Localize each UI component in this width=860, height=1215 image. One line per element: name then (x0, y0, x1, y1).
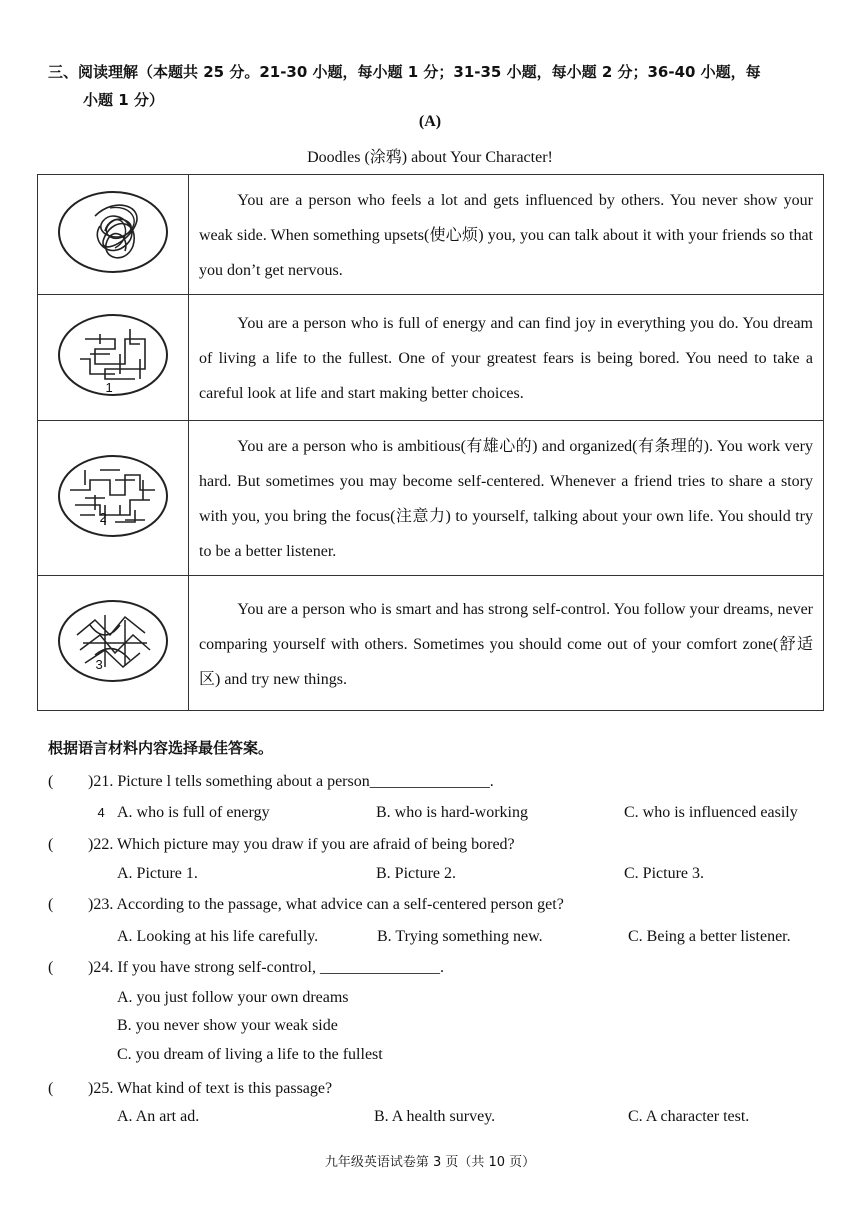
question-23 (48, 896, 564, 914)
doodle-description-4: You are a person who is smart and has strong self-control. You follow your dreams, never comparing yourself with others. Sometimes you should come out of your comfort zone(舒适区) and try new things. (199, 600, 813, 688)
doodle-row-1 (38, 175, 824, 295)
doodle-number-3: 3 (95, 656, 103, 672)
instruction: 根据语言材料内容选择最佳答案。 (48, 739, 274, 757)
q21-option-c: C. who is influenced easily (624, 804, 798, 821)
doodle-1-scribble-icon (55, 186, 171, 278)
question-22 (48, 836, 515, 854)
doodle-description-1: You are a person who feels a lot and gets influenced by others. You never show your weak side. When something upsets(使心烦) you, you can talk about it with your friends so that you don’t get nervous. (199, 192, 813, 279)
doodle-2-maze-icon (55, 309, 171, 401)
doodle-number-4: 4 (97, 804, 105, 820)
doodle-cell-1 (38, 175, 189, 395)
q24-option-c: C. you dream of living a life to the fullest (117, 1046, 383, 1063)
section-heading-line1: 三、阅读理解（本题共 25 分。21-30 小题，每小题 1 分；31-35 小题，每小题 2 分；36-40 小题，每 (48, 63, 761, 81)
doodle-description-3: You are a person who is ambitious(有雄心的) and organized(有条理的). You work very hard. But sometimes you may become self-centered. Whenever a friend tries to share a story with you, you bring the focus(注意力) to yourself, talking about your own life. You should try to be a better listener. (199, 438, 813, 560)
question-21-text: )21. Picture l tells something about a person_______________. (88, 773, 494, 790)
answer-blank-22[interactable]: ( (48, 836, 54, 853)
section-heading (48, 58, 828, 114)
q23-option-b: B. Trying something new. (377, 928, 543, 945)
doodle-cell-2 (38, 295, 189, 525)
answer-blank-23[interactable]: ( (48, 896, 54, 913)
question-25-text: )25. What kind of text is this passage? (88, 1080, 333, 1097)
q22-option-b: B. Picture 2. (376, 865, 456, 882)
doodle-text-cell-4 (189, 576, 824, 711)
doodle-number-2: 2 (99, 509, 107, 525)
q22-option-c: C. Picture 3. (624, 865, 704, 882)
q21-option-a: A. who is full of energy (117, 804, 270, 821)
question-24 (48, 959, 444, 977)
answer-blank-21[interactable]: ( (48, 773, 54, 790)
question-21 (48, 773, 494, 791)
doodle-number-1: 1 (105, 379, 113, 395)
doodle-text-cell-2 (189, 295, 824, 421)
doodle-text-cell-3 (189, 421, 824, 576)
q25-option-b: B. A health survey. (374, 1108, 496, 1125)
doodle-description-2: You are a person who is full of energy and can find joy in everything you do. You dream of living a life to the fullest. One of your greatest fears is being bored. You need to take a careful look at life and start making better choices. (199, 315, 813, 402)
question-24-text: )24. If you have strong self-control, _______________. (88, 959, 444, 976)
doodle-row-2 (38, 295, 824, 421)
doodle-4-tangled-icon (55, 595, 171, 687)
doodle-text-cell-1 (189, 175, 824, 295)
page-footer: 九年级英语试卷第 3 页（共 10 页） (324, 1155, 536, 1170)
q25-option-c: C. A character test. (628, 1108, 750, 1125)
q23-option-a: A. Looking at his life carefully. (117, 928, 319, 945)
q24-option-b: B. you never show your weak side (117, 1017, 338, 1034)
doodle-3-dense-maze-icon (55, 450, 171, 542)
question-23-text: )23. According to the passage, what advice can a self-centered person get? (88, 896, 564, 913)
section-heading-line2: 小题 1 分） (83, 91, 164, 109)
passage-title: Doodles (涂鸦) about Your Character! (307, 149, 553, 166)
question-22-text: )22. Which picture may you draw if you are afraid of being bored? (88, 836, 515, 853)
doodle-cell-3 (38, 421, 189, 672)
doodle-row-4 (38, 576, 824, 711)
q22-option-a: A. Picture 1. (117, 865, 198, 882)
passage-label: (A) (418, 113, 442, 130)
q24-option-a: A. you just follow your own dreams (117, 989, 349, 1006)
q21-option-b: B. who is hard-working (376, 804, 528, 821)
answer-blank-24[interactable]: ( (48, 959, 54, 976)
q23-option-c: C. Being a better listener. (628, 928, 791, 945)
answer-blank-25[interactable]: ( (48, 1080, 54, 1097)
q25-option-a: A. An art ad. (117, 1108, 200, 1125)
doodle-row-3 (38, 421, 824, 576)
question-25 (48, 1080, 332, 1098)
